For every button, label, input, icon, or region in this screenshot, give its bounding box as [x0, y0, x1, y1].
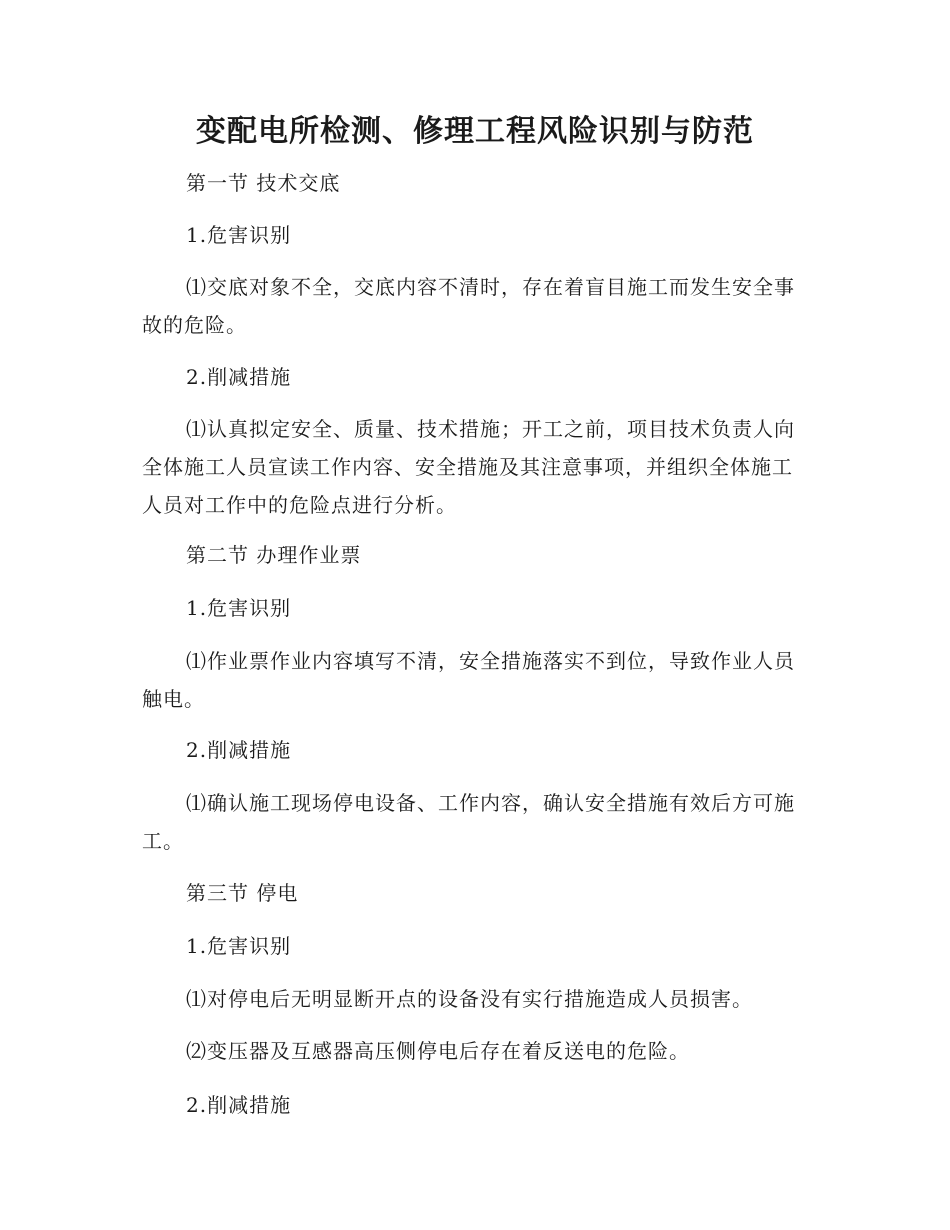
measure-item: ⑴确认施工现场停电设备、工作内容，确认安全措施有效后方可施工。: [142, 791, 795, 853]
hazard-item: ⑴对停电后无明显断开点的设备没有实行措施造成人员损害。: [186, 987, 753, 1011]
hazard-heading: 1.危害识别: [186, 934, 292, 958]
document-title: 变配电所检测、修理工程风险识别与防范: [196, 114, 754, 149]
hazard-item: ⑴交底对象不全，交底内容不清时，存在着盲目施工而发生安全事故的危险。: [142, 275, 795, 337]
measure-heading: 2.削减措施: [186, 738, 292, 762]
section-heading: 第三节 停电: [186, 881, 299, 905]
hazard-heading: 1.危害识别: [186, 596, 292, 620]
measure-heading: 2.削减措施: [186, 1093, 292, 1117]
measure-heading: 2.削减措施: [186, 365, 292, 389]
section-heading: 第一节 技术交底: [186, 171, 341, 195]
measure-item: ⑴认真拟定安全、质量、技术措施；开工之前，项目技术负责人向全体施工人员宣读工作内容、安全措施及其注意事项，并组织全体施工人员对工作中的危险点进行分析。: [142, 417, 795, 517]
hazard-item: ⑴作业票作业内容填写不清，安全措施落实不到位，导致作业人员触电。: [142, 649, 795, 711]
section-heading: 第二节 办理作业票: [186, 543, 362, 567]
hazard-heading: 1.危害识别: [186, 223, 292, 247]
hazard-item: ⑵变压器及互感器高压侧停电后存在着反送电的危险。: [186, 1039, 690, 1063]
